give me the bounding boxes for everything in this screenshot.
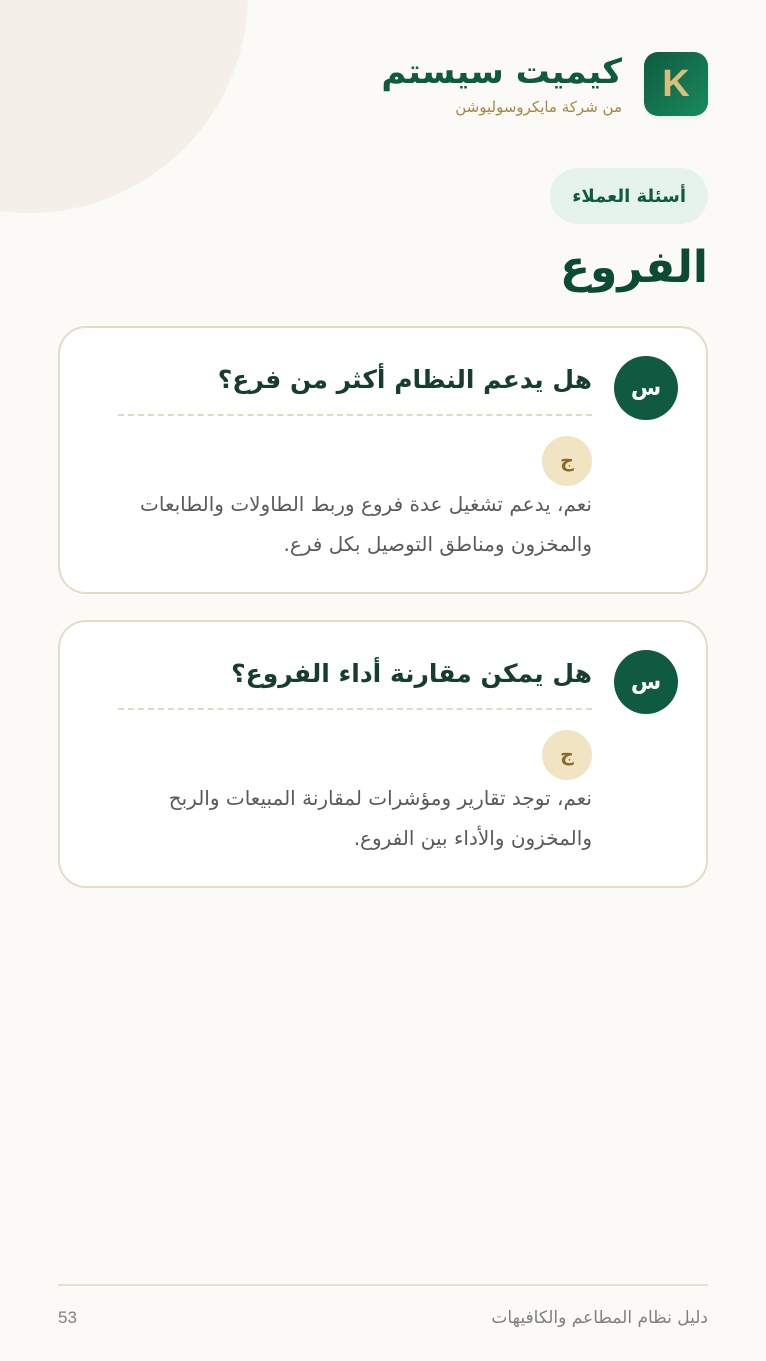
brand-logo — [644, 52, 708, 116]
dashed-divider — [118, 708, 592, 710]
page-footer — [58, 1284, 708, 1328]
answer-text: نعم، توجد تقارير ومؤشرات لمقارنة المبيعات والربح والمخزون والأداء بين الفروع. — [168, 786, 592, 850]
brand-name: كيميت سيستم — [381, 52, 622, 92]
question-badge: س — [614, 356, 678, 420]
brand-header — [381, 52, 708, 116]
footer-title: دليل نظام المطاعم والكافيهات — [491, 1308, 708, 1328]
page-title: الفروع — [559, 242, 708, 293]
brand-logo-letter: K — [662, 63, 690, 105]
page-number: 53 — [58, 1308, 77, 1327]
question-text: هل يدعم النظام أكثر من فرع؟ — [217, 365, 592, 394]
brand-text — [381, 52, 622, 116]
dashed-divider — [118, 414, 592, 416]
answer-badge: ج — [542, 436, 592, 486]
faq-card-1 — [58, 326, 708, 594]
answer-text: نعم، يدعم تشغيل عدة فروع وربط الطاولات والطابعات والمخزون ومناطق التوصيل بكل فرع. — [140, 492, 592, 556]
question-badge: س — [614, 650, 678, 714]
faq-card-2 — [58, 620, 708, 888]
brand-subtitle: من شركة مايكروسوليوشن — [455, 98, 622, 116]
question-text: هل يمكن مقارنة أداء الفروع؟ — [231, 659, 592, 688]
faq-list — [58, 326, 708, 914]
answer-badge: ج — [542, 730, 592, 780]
section-tag: أسئلة العملاء — [550, 168, 708, 224]
